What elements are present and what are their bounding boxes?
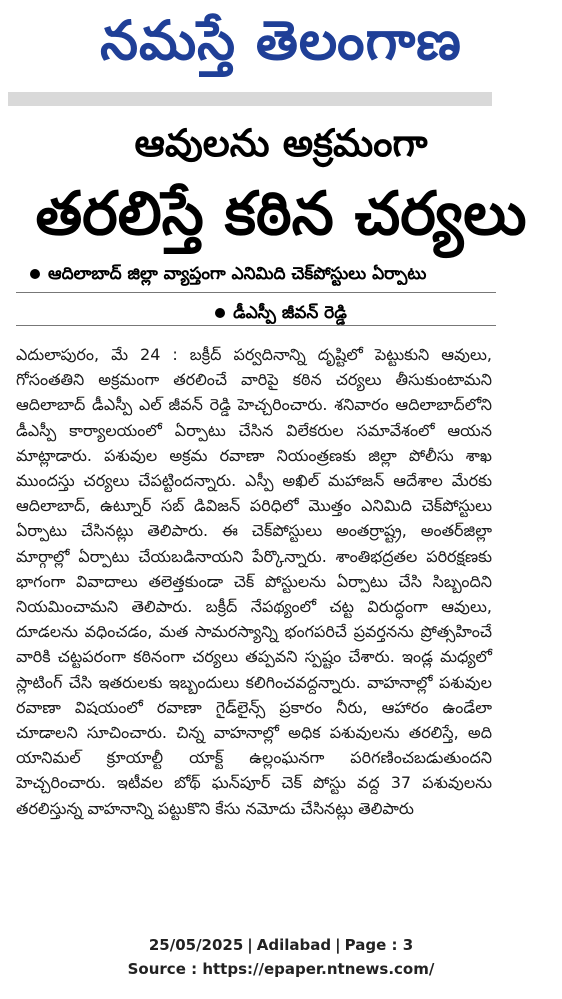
- bullet-icon: [30, 269, 40, 279]
- subhead-1-text: ఆదిలాబాద్ జిల్లా వ్యాప్తంగా ఎనిమిది చెక్‌పోస్టులు ఏర్పాటు: [48, 264, 427, 284]
- headline-line-2: తరలిస్తే కఠిన చర్యలు: [35, 179, 527, 249]
- subhead-2-text: డీఎస్పీ జీవన్ రెడ్డి: [233, 303, 347, 323]
- headline-line-1: ఆవులను అక్రమంగా: [134, 121, 428, 165]
- newspaper-title: నమస్తే తెలంగాణ: [100, 9, 462, 72]
- subhead-1: [30, 264, 502, 288]
- bullet-icon: [215, 308, 225, 318]
- divider: [16, 292, 496, 293]
- footer-page: Page : 3: [344, 936, 414, 954]
- subhead-2: [150, 303, 412, 327]
- masthead: [0, 0, 562, 104]
- footer-date: 25/05/2025: [148, 936, 244, 954]
- divider: [16, 325, 496, 326]
- footer-source: Source : https://epaper.ntnews.com/: [127, 960, 435, 978]
- masthead-rule: [8, 92, 492, 106]
- footer-edition: Adilabad: [256, 936, 332, 954]
- footer-meta: 25/05/2025 | Adilabad | Page : 3: [148, 936, 414, 954]
- article-body: ఎదులాపురం, మే 24 : బక్రీద్ పర్వదినాన్ని దృష్టిలో పెట్టుకుని ఆవులు, గోసంతతిని అక్రమంగా తరలించే వారిపై కఠిన చర్యలు తీసుకుంటామని ఆదిలాబాద్ డీఎస్పీ ఎల్ జీవన్ రెడ్డి హెచ్చరించారు. శనివారం ఆదిలాబాద్‌లోని డీఎస్పీ కార్యాలయంలో ఏర్పాటు చేసిన విలేకరుల సమావేశంలో ఆయన మాట్లాడారు. పశువుల అక్రమ రవాణా నియంత్రణకు జిల్లా పోలీసు శాఖ ముందస్తు చర్యలు చేపట్టిందన్నారు. ఎస్పీ అఖిల్ మహాజన్ ఆదేశాల మేరకు ఆదిలాబాద్, ఉట్నూర్ సబ్ డివిజన్ పరిధిలో మొత్తం ఎనిమిది చెక్‌పోస్టులు ఏర్పాటు చేసినట్లు తెలిపారు. ఈ చెక్‌పోస్టులు అంతర్రాష్ట్ర, అంతర్‌జిల్లా మార్గాల్లో ఏర్పాటు చేయబడినాయని పేర్కొన్నారు. శాంతిభద్రతల పరిరక్షణకు భాగంగా వివాదాలు తలెత్తకుండా చెక్ పోస్టులను ఏర్పాటు చేసి సిబ్బందిని నియమించామని తెలిపారు. బక్రీద్ నేపథ్యంలో చట్ట విరుద్ధంగా ఆవులు, దూడలను వధించడం, మత సామరస్యాన్ని భంగపరిచే ప్రవర్తనను ప్రోత్సహించే వారికి చట్టపరంగా కఠినంగా చర్యలు తప్పవని స్పష్టం చేశారు. ఇండ్ల మధ్యలో స్లాటింగ్ చేసి ఇతరులకు ఇబ్బందులు కలిగించవద్దన్నారు. వాహనాల్లో పశువుల రవాణా విషయంలో రవాణా గైడ్‌లైన్స్ ప్రకారం నీరు, ఆహారం ఉండేలా చూడాలని సూచించారు. చిన్న వాహనాల్లో అధిక పశువులను తరలిస్తే, అది యానిమల్ క్రూయాల్టీ యాక్ట్ ఉల్లంఘనగా పరిగణించబడుతుందని హెచ్చరించారు. ఇటీవల బోథ్ ఘన్‌పూర్ చెక్ పోస్టు వద్ద 37 పశువులను తరలిస్తున్న వాహనాన్ని పట్టుకొని కేసు నమోదు చేసినట్లు తెలిపారు: [16, 345, 492, 818]
